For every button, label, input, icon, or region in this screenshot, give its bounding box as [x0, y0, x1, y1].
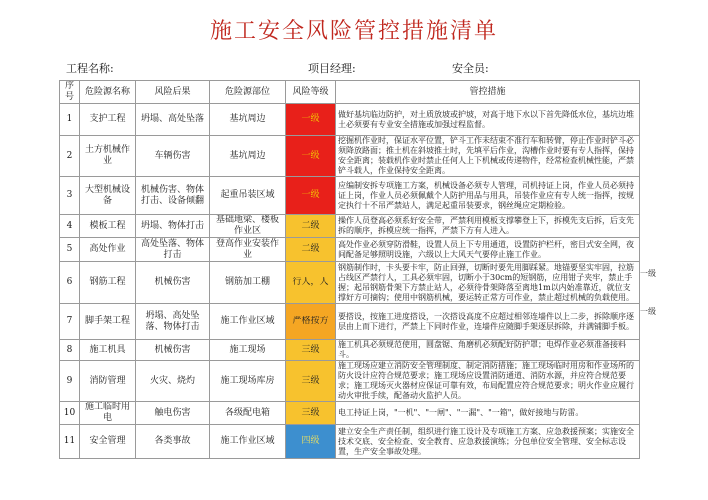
row-consequence: 车辆伤害	[136, 136, 210, 177]
row-measure: 高处作业必须穿防滑鞋，设置人员上下专用通道，设置防护栏杆，密目式安全网，夜间配备足够照明设施，六级以上大风天气要停止施工作业。	[336, 238, 640, 262]
table-row	[60, 136, 640, 177]
risk-level-badge: 四级	[286, 425, 336, 459]
row-consequence: 坍塌、高处坠落	[136, 104, 210, 136]
row-consequence: 坍塌、物体打击	[136, 215, 210, 238]
row-location: 施工作业区域	[210, 304, 286, 340]
row-source: 支护工程	[80, 104, 136, 136]
row-no: 2	[60, 136, 80, 177]
row-no: 1	[60, 104, 80, 136]
row-source: 脚手架工程	[80, 304, 136, 340]
row-source: 施工机具	[80, 340, 136, 361]
row-location: 基础地梁、楼板作业区	[210, 215, 286, 238]
row-no: 11	[60, 425, 80, 459]
header-consequence: 风险后果	[136, 81, 210, 104]
row-location: 登高作业安装作业	[210, 238, 286, 262]
risk-level-badge: 三级	[286, 340, 336, 361]
risk-level-badge: 一级	[286, 104, 336, 136]
row-no: 8	[60, 340, 80, 361]
row-consequence: 各类事故	[136, 425, 210, 459]
risk-level-badge: 二级	[286, 215, 336, 238]
row-no: 5	[60, 238, 80, 262]
risk-level-badge: 二级	[286, 238, 336, 262]
row-source: 高处作业	[80, 238, 136, 262]
table-row	[60, 402, 640, 425]
row-location: 基坑周边	[210, 136, 286, 177]
risk-table	[59, 80, 640, 459]
row-source: 土方机械作业	[80, 136, 136, 177]
table-row	[60, 340, 640, 361]
row-source: 施工临时用电	[80, 402, 136, 425]
row-source: 模板工程	[80, 215, 136, 238]
row-source: 钢筋工程	[80, 262, 136, 304]
row-no: 3	[60, 177, 80, 215]
row-no: 6	[60, 262, 80, 304]
sheet-title: 施工安全风险管控措施清单	[209, 19, 498, 44]
table-row	[60, 104, 640, 136]
row-measure: 应编制安拆专项施工方案，机械设备必须专人管理，司机持证上岗，作业人员必须持证上岗，作业人员必须佩戴个人防护用品与用具，吊装作业应有专人统一指挥，按规定执行十不吊严禁站人，满足起重吊装要求，钢丝绳应定期检验。	[336, 177, 640, 215]
row-measure: 钢筋制作时，卡头要卡牢，防止回弹，切断时要先用脚踩紧。地锚要坚实牢固，拉筋占线区严禁行人，工具必须牢固，切断小于30cm的短钢筋，应用钳子夹牢，禁止手握；起吊钢筋骨架下方禁止站人，必须待骨架降落至离地1m以内始准靠近，就位支撑好方可摘钩；使用中钢筋机械，要运转正常方可作业，禁止超过机械的负载使用。	[336, 262, 640, 304]
row-location: 施工作业区域	[210, 425, 286, 459]
risk-level-badge: 一级	[286, 136, 336, 177]
header-level: 风险等级	[286, 81, 336, 104]
risk-level-badge: 严格按方	[286, 304, 336, 340]
row-consequence: 机械伤害、物体打击、设备倾翻	[136, 177, 210, 215]
row-source: 大型机械设备	[80, 177, 136, 215]
row-location: 基坑周边	[210, 104, 286, 136]
project-name-label: 工程名称:	[66, 62, 114, 75]
header-location: 危险源部位	[210, 81, 286, 104]
row-no: 9	[60, 361, 80, 402]
row-location: 施工现场库房	[210, 361, 286, 402]
risk-level-badge: 行人，人	[286, 262, 336, 304]
safety-officer-label: 安全员:	[452, 62, 489, 75]
row-measure: 要搭设，按施工进度搭设，一次搭设高度不应超过相邻连墙件以上二步，拆除顺序逐层由上而下进行，严禁上下同时作业，连墙件应随脚手架逐层拆除，并满铺脚手板。	[336, 304, 640, 340]
table-row	[60, 177, 640, 215]
row-consequence: 火灾、烧灼	[136, 361, 210, 402]
header-no: 序号	[60, 81, 80, 104]
row-location: 起重吊装区域	[210, 177, 286, 215]
row-no: 7	[60, 304, 80, 340]
table-row	[60, 304, 640, 340]
row-consequence: 机械伤害	[136, 340, 210, 361]
table-row	[60, 238, 640, 262]
row-no: 10	[60, 402, 80, 425]
row-measure: 施工现场应建立消防安全管理制度、制定消防措施；施工现场临时用房和作业场所的防火设计应符合规范要求；施工现场应设置消防通道、消防水源，并应符合规范要求；施工现场灭火器材应保证可靠有效，布局配置应符合规范要求；明火作业应履行动火审批手续，配备动火监护人员。	[336, 361, 640, 402]
row-source: 消防管理	[80, 361, 136, 402]
header-measure: 管控措施	[336, 81, 640, 104]
row-consequence: 触电伤害	[136, 402, 210, 425]
row-consequence: 机械伤害	[136, 262, 210, 304]
row-measure: 操作人员登高必须系好安全带，严禁利用模板支撑攀登上下，拆模先支后拆，后支先拆的顺序，拆模应统一指挥，严禁下方有人进入。	[336, 215, 640, 238]
table-row	[60, 215, 640, 238]
row-measure: 建立安全生产责任制，组织进行施工设计及专项施工方案、应急救援预案；实施安全技术交底、安全检查、安全教育、应急救援演练；分包单位安全管理、安全标志设置，生产安全事故处理。	[336, 425, 640, 459]
table-row	[60, 262, 640, 304]
project-manager-label: 项目经理:	[308, 62, 356, 75]
row-consequence: 高处坠落、物体打击	[136, 238, 210, 262]
row-source: 安全管理	[80, 425, 136, 459]
table-row	[60, 361, 640, 402]
row-measure: 做好基坑临边防护，对土质放坡或护坡，对高于地下水以下首先降低水位，基坑边堆土必须要有专业安全措施或加强过程监督。	[336, 104, 640, 136]
table-header-row	[60, 81, 640, 104]
row6-overflow-level: 一级	[640, 269, 656, 278]
header-source: 危险源名称	[80, 81, 136, 104]
row-no: 4	[60, 215, 80, 238]
row-measure: 挖掘机作业时，保证水平位置，铲斗工作未结束不准行车和转臂，停止作业时铲斗必须降放路面；推土机在斜坡推土时，先填平后作业，沟槽作业时要有专人指挥，保持安全距离；装载机作业时禁止任何人上下机械或传递物件，经常检查机械性能，严禁铲斗载人，作业保持安全距离。	[336, 136, 640, 177]
row-location: 各级配电箱	[210, 402, 286, 425]
row-measure: 施工机具必须规范使用，圆盘锯、角磨机必须配好防护罩；电焊作业必须准备接料斗。	[336, 340, 640, 361]
risk-level-badge: 三级	[286, 402, 336, 425]
row-measure: 电工持证上岗，"一机"、"一闸"、"一漏"、"一箱"，做好接地与防雷。	[336, 402, 640, 425]
row-location: 钢筋加工棚	[210, 262, 286, 304]
risk-level-badge: 一级	[286, 177, 336, 215]
risk-level-badge: 三级	[286, 361, 336, 402]
row7-overflow-level: 一级	[640, 307, 656, 316]
table-row	[60, 425, 640, 459]
row-location: 施工现场	[210, 340, 286, 361]
row-consequence: 坍塌、高处坠落、物体打击	[136, 304, 210, 340]
